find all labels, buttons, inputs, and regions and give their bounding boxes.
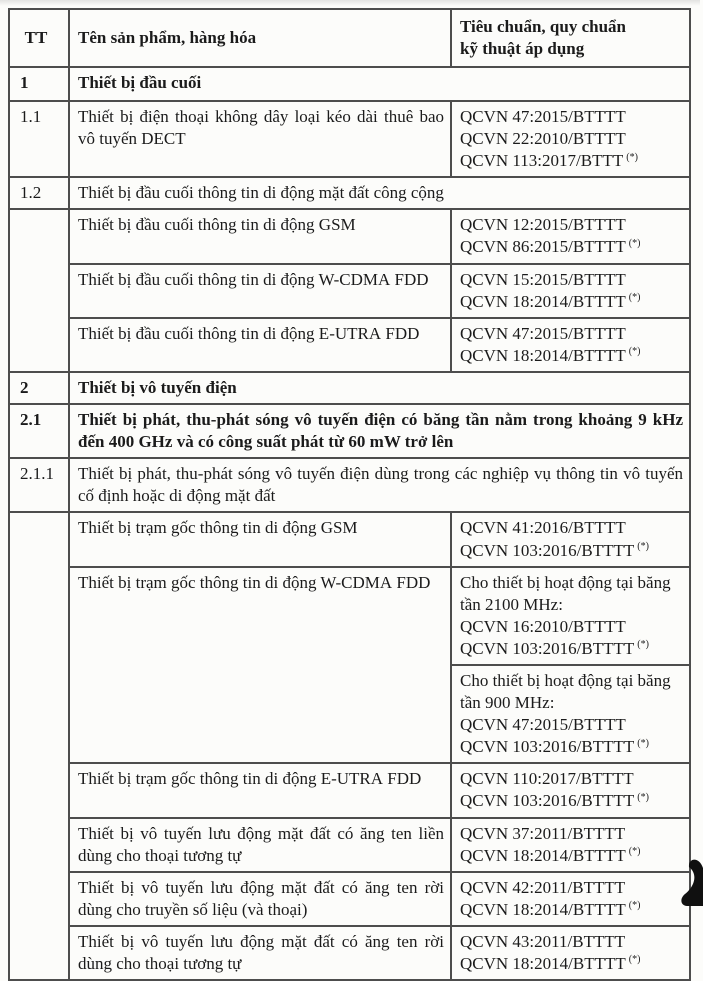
row-number-cell: 2.1: [9, 404, 69, 458]
table-row: [9, 264, 690, 318]
table-row: [9, 177, 690, 209]
standard-line: QCVN 103:2016/BTTTT (*): [460, 540, 649, 560]
standards-cell: [451, 209, 690, 263]
standard-line: QCVN 47:2015/BTTTT: [460, 323, 626, 343]
header-standard: [451, 9, 690, 67]
standard-line: QCVN 22:2010/BTTTT: [460, 129, 626, 149]
table-row: [9, 67, 690, 101]
footnote-marker: (*): [637, 791, 649, 803]
product-name-cell: Thiết bị điện thoại không dây loại kéo dài thuê bao vô tuyến DECT: [69, 101, 451, 177]
standard-line: QCVN 42:2011/BTTTT: [460, 877, 626, 897]
standards-cell: [451, 318, 690, 372]
header-standard-line1: Tiêu chuẩn, quy chuẩn: [460, 16, 626, 36]
standard-line: QCVN 18:2014/BTTTT (*): [460, 291, 641, 311]
product-name-cell: Thiết bị vô tuyến lưu động mặt đất có ăng ten rời dùng cho thoại tương tự: [69, 926, 451, 980]
header-product: Tên sản phẩm, hàng hóa: [69, 9, 451, 67]
footnote-marker: (*): [628, 954, 641, 966]
product-name-cell: Thiết bị trạm gốc thông tin di động GSM: [69, 512, 451, 566]
product-name-cell: Thiết bị trạm gốc thông tin di động E-UTRA FDD: [69, 763, 451, 817]
product-name-cell: Thiết bị đầu cuối thông tin di động W-CDMA FDD: [69, 264, 451, 318]
table-row: [9, 372, 690, 404]
section-title-cell: Thiết bị đầu cuối: [69, 67, 690, 101]
standards-cell: [451, 872, 690, 926]
standard-line: QCVN 16:2010/BTTTT: [460, 616, 626, 636]
standard-line: QCVN 103:2016/BTTTT (*): [460, 791, 649, 811]
product-name-cell: Thiết bị vô tuyến lưu động mặt đất có ăng ten liền dùng cho thoại tương tự: [69, 818, 451, 872]
standards-cell: [451, 818, 690, 872]
table-row: [9, 763, 690, 817]
standard-line: QCVN 12:2015/BTTTT: [460, 215, 626, 235]
header-standard-line2: kỹ thuật áp dụng: [460, 39, 585, 58]
standards-cell: [451, 264, 690, 318]
standard-line: QCVN 18:2014/BTTTT (*): [460, 954, 641, 973]
product-name-cell: Thiết bị đầu cuối thông tin di động GSM: [69, 209, 451, 263]
product-name-cell: Thiết bị trạm gốc thông tin di động W-CDMA FDD: [69, 567, 451, 764]
header-tt: TT: [9, 9, 69, 67]
scan-artifact: [675, 854, 703, 906]
standard-line: QCVN 18:2014/BTTTT (*): [460, 845, 641, 865]
footnote-marker: (*): [637, 639, 649, 651]
footnote-marker: (*): [628, 237, 641, 249]
table-row: [9, 209, 690, 263]
standard-line: QCVN 113:2017/BTTT (*): [460, 151, 638, 171]
row-number-cell: 2.1.1: [9, 458, 69, 512]
table-row: [9, 404, 690, 458]
table-row: [9, 458, 690, 512]
table-row: [9, 101, 690, 177]
standard-line: QCVN 15:2015/BTTTT: [460, 269, 626, 289]
band-label: Cho thiết bị hoạt động tại băng tần 900 MHz:: [460, 670, 671, 713]
scan-edge-smudge: [0, 0, 700, 6]
standard-line: QCVN 47:2015/BTTTT: [460, 107, 626, 126]
standard-line: QCVN 18:2014/BTTTT (*): [460, 899, 641, 919]
standard-line: QCVN 43:2011/BTTTT: [460, 931, 626, 951]
standard-line: QCVN 110:2017/BTTTT: [460, 769, 634, 789]
table-header-row: [9, 9, 690, 67]
standard-line: QCVN 47:2015/BTTTT: [460, 715, 626, 735]
table-row: [9, 567, 690, 665]
row-number-cell-empty: [9, 209, 69, 372]
footnote-marker: (*): [626, 151, 638, 163]
row-number-cell: 2: [9, 372, 69, 404]
section-title-cell: Thiết bị phát, thu-phát sóng vô tuyến điện có băng tần nằm trong khoảng 9 kHz đến 400 GHz và có công suất phát từ 60 mW trở lên: [69, 404, 690, 458]
standards-cell: [451, 567, 690, 665]
row-number-cell: 1.1: [9, 101, 69, 177]
standard-line: QCVN 37:2011/BTTTT: [460, 823, 626, 843]
section-title-cell: Thiết bị vô tuyến điện: [69, 372, 690, 404]
table-row: [9, 872, 690, 926]
table-row: [9, 926, 690, 980]
footnote-marker: (*): [628, 900, 641, 912]
standard-line: QCVN 103:2016/BTTTT (*): [460, 737, 649, 757]
standards-cell: [451, 512, 690, 566]
standards-cell: [451, 665, 690, 763]
product-name-cell: Thiết bị đầu cuối thông tin di động E-UTRA FDD: [69, 318, 451, 372]
product-name-cell: Thiết bị vô tuyến lưu động mặt đất có ăng ten rời dùng cho truyền số liệu (và thoại): [69, 872, 451, 926]
footnote-marker: (*): [628, 292, 641, 303]
standards-cell: [451, 926, 690, 980]
standards-table: [8, 8, 691, 981]
footnote-marker: (*): [637, 737, 649, 749]
standard-line: QCVN 41:2016/BTTTT: [460, 518, 626, 538]
footnote-marker: (*): [628, 845, 641, 857]
standards-cell: [451, 101, 690, 177]
footnote-marker: (*): [628, 346, 641, 358]
table-row: [9, 318, 690, 372]
standard-line: QCVN 103:2016/BTTTT (*): [460, 638, 649, 658]
section-title-cell: Thiết bị phát, thu-phát sóng vô tuyến điện dùng trong các nghiệp vụ thông tin vô tuyến cố định hoặc di động mặt đất: [69, 458, 690, 512]
row-number-cell: 1: [9, 67, 69, 101]
band-label: Cho thiết bị hoạt động tại băng tần 2100 MHz:: [460, 572, 671, 614]
standard-line: QCVN 86:2015/BTTTT (*): [460, 237, 641, 257]
standard-line: QCVN 18:2014/BTTTT (*): [460, 345, 641, 365]
table-row: [9, 512, 690, 566]
section-title-cell: Thiết bị đầu cuối thông tin di động mặt đất công cộng: [69, 177, 690, 209]
row-number-cell-empty: [9, 512, 69, 980]
footnote-marker: (*): [637, 540, 649, 552]
table-row: [9, 818, 690, 872]
standards-cell: [451, 763, 690, 817]
row-number-cell: 1.2: [9, 177, 69, 209]
